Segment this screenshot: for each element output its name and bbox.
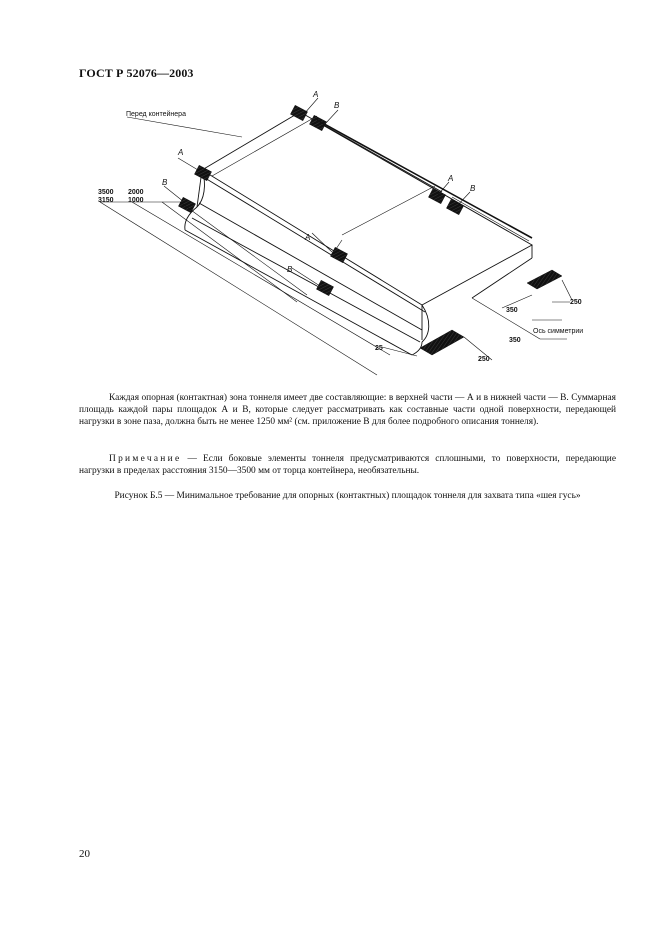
dimension-lines xyxy=(100,98,572,375)
note-label: Примечание xyxy=(109,454,182,464)
figure-caption: Рисунок Б.5 — Минимальное требование для опорных (контактных) площадок тоннеля для захвата типа «шея гусь» xyxy=(114,491,581,501)
dim-350-b: 350 xyxy=(509,337,521,344)
dim-3150: 3150 xyxy=(98,197,114,204)
letter-a-rear-right: А xyxy=(448,174,454,183)
pad-right-strip xyxy=(527,270,562,289)
dim-250-right: 250 xyxy=(570,299,582,306)
pad-a-front-right xyxy=(330,247,347,262)
dim-3500: 3500 xyxy=(98,189,114,196)
letter-a-front-right: А xyxy=(305,233,311,242)
symmetry-axis-label: Ось симметрии xyxy=(533,328,584,335)
pad-a-front-left xyxy=(194,165,211,180)
container-front-label: Перед контейнера xyxy=(126,111,186,118)
letter-b-front-right: В xyxy=(287,265,293,274)
tunnel-diagram-svg xyxy=(92,90,612,385)
paragraph-contact-zones xyxy=(79,392,616,428)
letter-a-front-left: А xyxy=(178,148,184,157)
standard-header: ГОСТ Р 52076—2003 xyxy=(79,66,194,80)
dim-25: 25 xyxy=(375,345,383,352)
dim-250-bottom: 250 xyxy=(478,356,490,363)
letter-b-front-left: В xyxy=(162,178,168,187)
tunnel-side-outline xyxy=(185,170,429,355)
dim-350-a: 350 xyxy=(506,307,518,314)
letter-b-rear-right: В xyxy=(470,184,476,193)
note-text: — Если боковые элементы тоннеля предусматриваются сплошными, то поверхности, передающие нагрузки в пределах расстояния 3150—3500 мм от торца контейнера, необязательны. xyxy=(79,454,616,476)
pad-bottom-strip xyxy=(420,330,464,355)
note-paragraph xyxy=(79,453,616,477)
paragraph-contact-zones-text: Каждая опорная (контактная) зона тоннеля имеет две составляющие: в верхней части — А и в нижней части — В. Суммарная площадь каждой пары площадок А и В, которые следует рассматривать как составные части одной поверхности, передающей нагрузки в зоне паза, должна быть не менее 1250 мм² (см. приложение В для более подробного описания тоннеля). xyxy=(79,393,616,427)
letter-b-top-rear: В xyxy=(334,101,340,110)
dim-2000: 2000 xyxy=(128,189,144,196)
letter-a-top-rear: А xyxy=(313,90,319,99)
dim-1000: 1000 xyxy=(128,197,144,204)
page-number: 20 xyxy=(79,848,90,860)
tunnel-diagram xyxy=(92,90,612,385)
